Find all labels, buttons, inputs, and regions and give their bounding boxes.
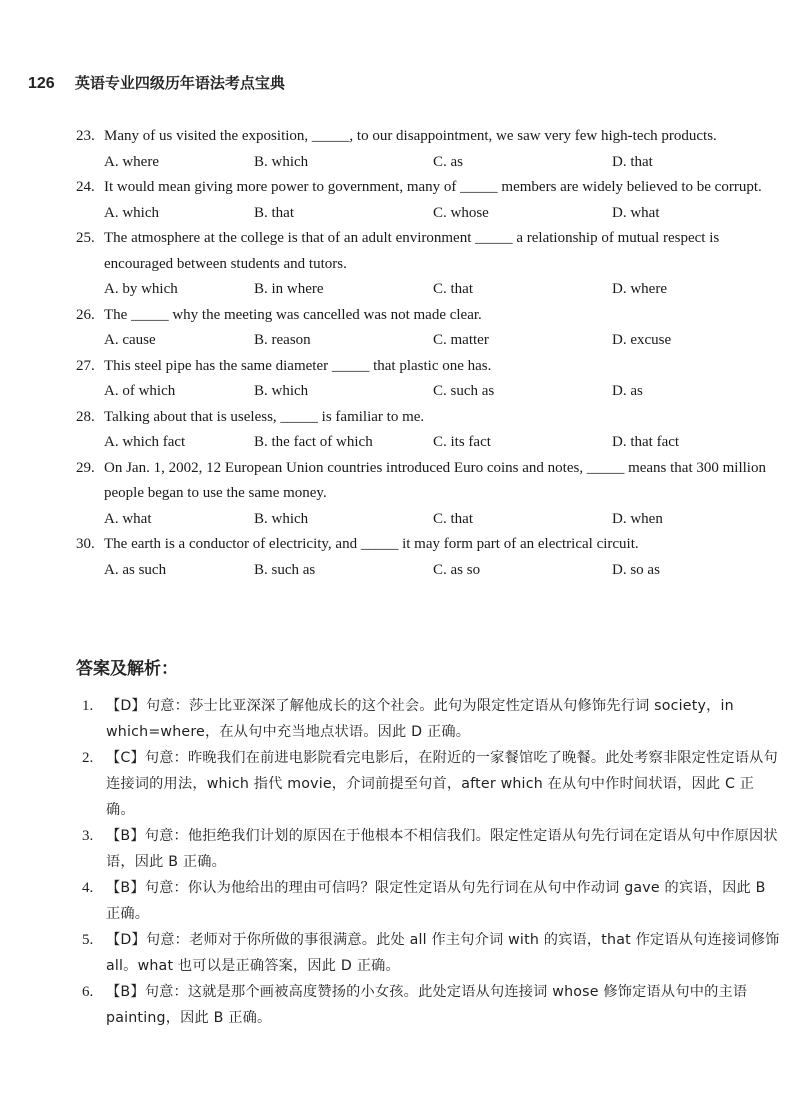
question-25 — [76, 226, 776, 303]
answer-number: 3. — [82, 828, 94, 844]
page-header — [28, 72, 285, 93]
option-d: D. when — [612, 510, 663, 527]
question-30 — [76, 532, 776, 583]
answer-text: 【D】句意：老师对于你所做的事很满意。此处 all 作主句介词 with 的宾语，that 作定语从句连接词修饰 all。what 也可以是正确答案，因此 D 正确。 — [106, 932, 780, 974]
answer-text: 【D】句意：莎士比亚深深了解他成长的这个社会。此句为限定性定语从句修饰先行词 society，in which=where，在从句中充当地点状语。因此 D 正确。 — [106, 698, 734, 740]
question-27 — [76, 354, 776, 405]
question-number: 23. — [76, 128, 95, 144]
option-d: D. that fact — [612, 434, 680, 450]
option-c: C. that — [433, 281, 473, 297]
option-a: A. where — [104, 153, 159, 170]
question-stem: Talking about that is useless, _____ is familiar to me. — [104, 408, 425, 425]
answer-item — [82, 927, 782, 979]
option-d: D. what — [612, 204, 660, 221]
option-a: A. by which — [104, 281, 178, 297]
question-list — [76, 124, 776, 583]
book-title: 英语专业四级历年语法考点宝典 — [74, 75, 285, 92]
question-stem: On Jan. 1, 2002, 12 European Union countries introduced Euro coins and notes, _____ means that 300 million people began to use the same money. — [104, 459, 766, 501]
option-b: B. in where — [254, 281, 324, 297]
question-stem: This steel pipe has the same diameter _____ that plastic one has. — [104, 357, 492, 374]
question-26 — [76, 303, 776, 354]
answer-number: 1. — [82, 698, 94, 714]
question-stem: Many of us visited the exposition, _____, to our disappointment, we saw very few high-tech products. — [104, 128, 717, 144]
option-b: B. the fact of which — [254, 434, 373, 450]
option-c: C. its fact — [433, 434, 491, 450]
option-c: C. such as — [433, 383, 495, 399]
option-a: A. cause — [104, 332, 156, 348]
question-number: 28. — [76, 408, 95, 425]
answer-list — [82, 693, 782, 1031]
option-c: C. as — [433, 153, 463, 170]
option-d: D. where — [612, 281, 667, 297]
question-stem: It would mean giving more power to government, many of _____ members are widely believed to be corrupt. — [104, 179, 762, 195]
question-stem: The earth is a conductor of electricity, and _____ it may form part of an electrical circuit. — [104, 536, 639, 552]
option-c: C. that — [433, 510, 473, 527]
question-number: 30. — [76, 536, 95, 552]
option-d: D. that — [612, 153, 653, 170]
option-d: D. excuse — [612, 332, 672, 348]
answer-item — [82, 693, 782, 745]
option-d: D. as — [612, 383, 643, 399]
question-number: 24. — [76, 179, 95, 195]
option-a: A. which — [104, 204, 159, 221]
question-28 — [76, 405, 776, 456]
option-c: C. whose — [433, 204, 489, 221]
question-stem: The _____ why the meeting was cancelled was not made clear. — [104, 306, 482, 323]
answer-text: 【B】句意：这就是那个画被高度赞扬的小女孩。此处定语从句连接词 whose 修饰定语从句中的主语 painting，因此 B 正确。 — [106, 984, 748, 1026]
option-b: B. that — [254, 204, 294, 221]
answers-section-title: 答案及解析： — [76, 659, 178, 679]
option-c: C. as so — [433, 561, 481, 578]
option-b: B. such as — [254, 561, 316, 578]
answer-text: 【C】句意：昨晚我们在前进电影院看完电影后，在附近的一家餐馆吃了晚餐。此处考察非限定性定语从句连接词的用法，which 指代 movie，介词前提至句首，after which 在从句中作时间状语，因此 C 正确。 — [106, 750, 778, 818]
option-a: A. of which — [104, 383, 176, 399]
question-number: 26. — [76, 306, 95, 323]
answer-number: 4. — [82, 880, 94, 896]
question-number: 29. — [76, 459, 95, 476]
answer-text: 【B】句意：他拒绝我们计划的原因在于他根本不相信我们。限定性定语从句先行词在定语从句中作原因状语，因此 B 正确。 — [106, 828, 778, 870]
answer-item — [82, 875, 782, 927]
option-b: B. which — [254, 153, 309, 170]
answer-item — [82, 823, 782, 875]
answer-number: 6. — [82, 984, 94, 1000]
question-number: 27. — [76, 357, 95, 374]
answer-item — [82, 979, 782, 1031]
question-stem: The atmosphere at the college is that of an adult environment _____ a relationship of mutual respect is encouraged between students and tutors. — [104, 230, 720, 272]
option-a: A. as such — [104, 561, 167, 578]
option-d: D. so as — [612, 561, 660, 578]
option-b: B. reason — [254, 332, 311, 348]
option-b: B. which — [254, 383, 309, 399]
question-24 — [76, 175, 776, 226]
option-a: A. which fact — [104, 434, 186, 450]
question-29 — [76, 456, 776, 533]
option-b: B. which — [254, 510, 309, 527]
answer-number: 2. — [82, 750, 94, 766]
answer-text: 【B】句意：你认为他给出的理由可信吗？限定性定语从句先行词在从句中作动词 gave 的宾语，因此 B 正确。 — [106, 880, 766, 922]
answer-number: 5. — [82, 932, 94, 948]
question-number: 25. — [76, 230, 95, 246]
option-a: A. what — [104, 510, 152, 527]
option-c: C. matter — [433, 332, 489, 348]
page-number: 126 — [28, 75, 55, 92]
answer-item — [82, 745, 782, 823]
question-23 — [76, 124, 776, 175]
